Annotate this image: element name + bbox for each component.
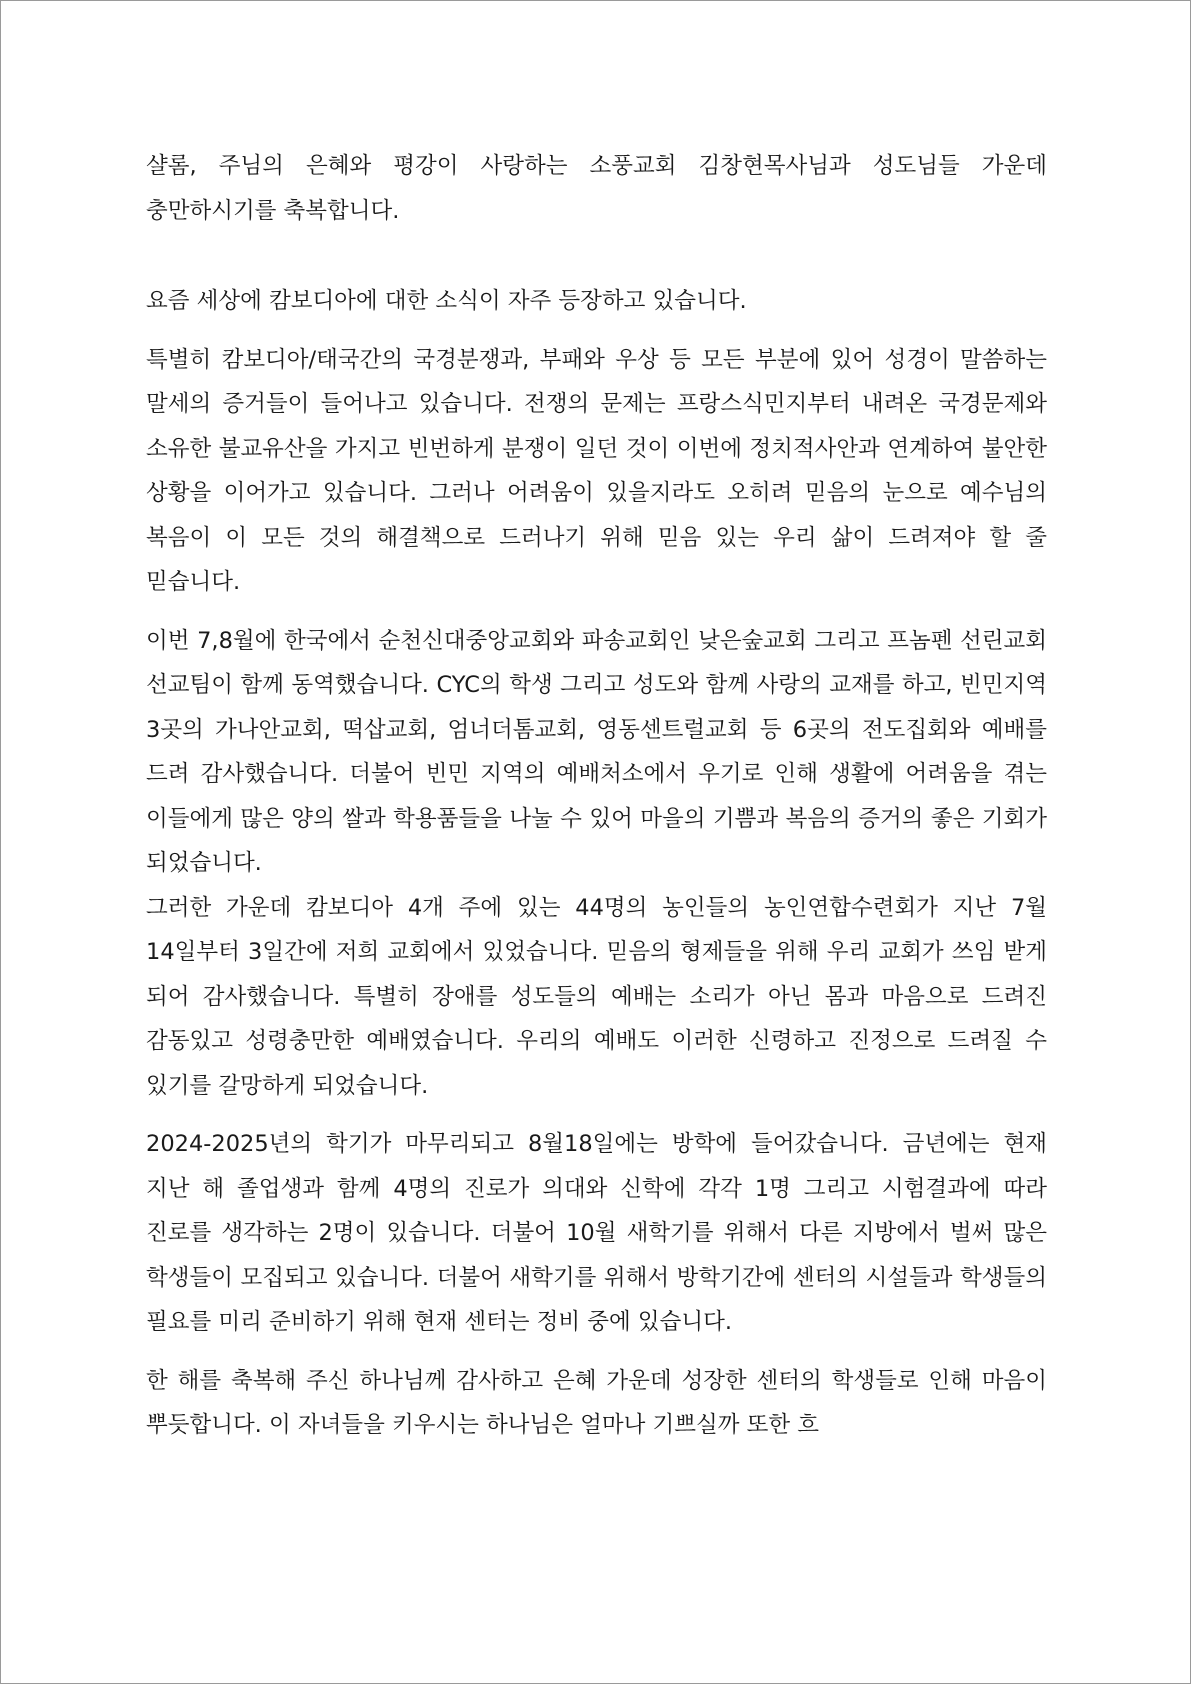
mission-team-paragraph: 이번 7,8월에 한국에서 순천신대중앙교회와 파송교회인 낮은숲교회 그리고 프놈펜 선린교회 선교팀이 함께 동역했습니다. CYC의 학생 그리고 성도와 함께 사랑의 교재를 하고, 빈민지역 3곳의 가나안교회, 떡삽교회, 엄너더톰교회, 영동센트럴교회 등 6곳의 전도집회와 예배를 드려 감사했습니다. 더불어 빈민 지역의 예배처소에서 우기로 인해 생활에 어려움을 겪는 이들에게 많은 양의 쌀과 학용품들을 나눌 수 있어 마을의 기쁨과 복음의 증거의 좋은 기회가 되었습니다. xyxy=(146,627,1047,876)
thanksgiving-paragraph: 한 해를 축복해 주신 하나님께 감사하고 은혜 가운데 성장한 센터의 학생들로 인해 마음이 뿌듯합니다. 이 자녀들을 키우시는 하나님은 얼마나 기쁘실까 또한 흐 xyxy=(146,1367,1047,1438)
letter-body xyxy=(146,144,1047,1448)
greeting-paragraph: 샬롬, 주님의 은혜와 평강이 사랑하는 소풍교회 김창현목사님과 성도님들 가운데 충만하시기를 축복합니다. xyxy=(146,153,1047,224)
news-intro-paragraph: 요즘 세상에 캄보디아에 대한 소식이 자주 등장하고 있습니다. xyxy=(146,288,747,314)
border-conflict-paragraph: 특별히 캄보디아/태국간의 국경분쟁과, 부패와 우상 등 모든 부분에 있어 성경이 말씀하는 말세의 증거들이 들어나고 있습니다. 전쟁의 문제는 프랑스식민지부터 내려온 국경문제와 소유한 불교유산을 가지고 빈번하게 분쟁이 일던 것이 이번에 정치적사안과 연계하여 불안한 상황을 이어가고 있습니다. 그러나 어려움이 있을지라도 오히려 믿음의 눈으로 예수님의 복음이 이 모든 것의 해결책으로 드러나기 위해 믿음 있는 우리 삶이 드려져야 할 줄 믿습니다. xyxy=(146,346,1047,595)
school-term-paragraph: 2024-2025년의 학기가 마무리되고 8월18일에는 방학에 들어갔습니다. 금년에는 현재 지난 해 졸업생과 함께 4명의 진로가 의대와 신학에 각각 1명 그리고 시험결과에 따라 진로를 생각하는 2명이 있습니다. 더불어 10월 새학기를 위해서 다른 지방에서 벌써 많은 학생들이 모집되고 있습니다. 더불어 새학기를 위해서 방학기간에 센터의 시설들과 학생들의 필요를 미리 준비하기 위해 현재 센터는 정비 중에 있습니다. xyxy=(146,1131,1047,1335)
deaf-retreat-paragraph: 그러한 가운데 캄보디아 4개 주에 있는 44명의 농인들의 농인연합수련회가 지난 7월 14일부터 3일간에 저희 교회에서 있었습니다. 믿음의 형제들을 위해 우리 교회가 쓰임 받게 되어 감사했습니다. 특별히 장애를 성도들의 예배는 소리가 아닌 몸과 마음으로 드려진 감동있고 성령충만한 예배였습니다. 우리의 예배도 이러한 신령하고 진정으로 드려질 수 있기를 갈망하게 되었습니다. xyxy=(146,894,1047,1099)
